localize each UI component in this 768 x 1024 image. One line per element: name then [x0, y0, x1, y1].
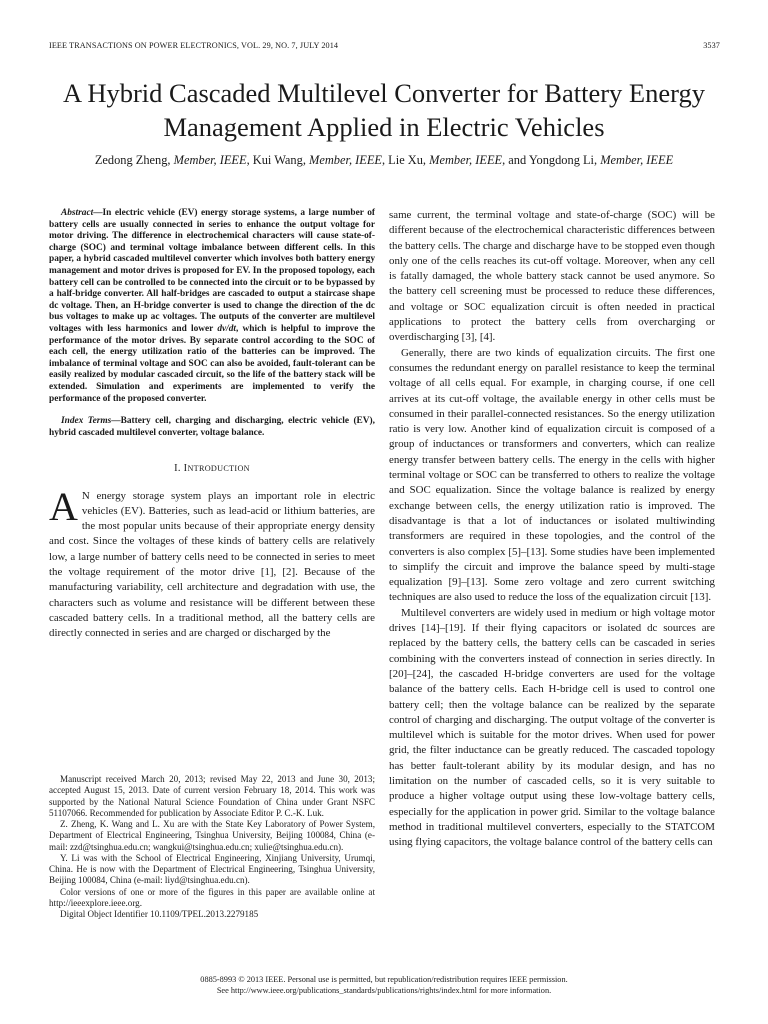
intro-text: N energy storage system plays an important role in electric vehicles (EV). Batteries, such as lead-acid or lithium batteries, are the most popular units because of their appropriate energy density and cost. Since the voltages of these kinds of battery cells are relatively low, a large number of battery cells need to be connected in series to meet the voltage requirement of the motor drive [1], [2]. Because of the manufacturing variability, cell architecture and degradation with use, the characters such as volume and resistance will be different between these cascaded battery cells. In a traditional method, all the battery cells are directly connected in series and are charged or discharged by the [49, 489, 375, 640]
drop-cap: A [49, 483, 78, 529]
page-number: 3537 [703, 41, 720, 50]
abstract-dvdt: dv/dt [217, 323, 236, 334]
footnotes [49, 774, 375, 920]
copyright-line: 0885-8993 © 2013 IEEE. Personal use is permitted, but republication/redistribution requires IEEE permission. [200, 975, 568, 984]
paper-title: A Hybrid Cascaded Multilevel Converter for Battery Energy Management Applied in Electric Vehicles [63, 78, 705, 142]
index-terms-text: —Battery cell, charging and discharging, electric vehicle (EV), hybrid cascaded multilevel converter, voltage balance. [49, 416, 375, 438]
author-membership: Member, IEEE [429, 153, 503, 167]
author-name: , and Yongdong Li, [502, 153, 601, 167]
author-membership: Member, IEEE [600, 153, 674, 167]
author-name: , Kui Wang, [246, 153, 310, 167]
body-paragraph: same current, the terminal voltage and state-of-charge (SOC) will be different because of the electrochemical characteristic differences between the battery cells. The charge and discharge have to be stopped even though only one of the cells reaches its cut-off voltage. Moreover, when any cell is fatally damaged, the whole battery stack cannot be used anymore. So the battery cell screening must be processed to reduce these differences, and voltage or SOC equalization circuit is often needed in practical applications to protect the battery cells from overcharging or overdischarging [3], [4]. [389, 209, 715, 344]
author-name: , Lie Xu, [381, 153, 430, 167]
footnote-affiliation: Y. Li was with the School of Electrical Engineering, Xinjiang University, Urumqi, China. He is now with the Department of Electrical Engineering, Tsinghua University, Beijing 100084, China (e-mail: liyd@tsinghua.edu.cn). [49, 852, 375, 886]
footnote-doi: Digital Object Identifier 10.1109/TPEL.2013.2279185 [60, 909, 259, 919]
abstract-label: Abstract [61, 208, 94, 218]
footnote-manuscript: Manuscript received March 20, 2013; revised May 22, 2013 and June 30, 2013; accepted August 15, 2013. Date of current version February 18, 2014. This work was supported by the National Natural Science Foundation of China under Grant NSFC 51107066. Recommended for publication by Associate Editor P. C.-K. Luk. [49, 774, 375, 818]
section-heading-introduction: I. INTRODUCTION [174, 463, 250, 475]
author-membership: Member, IEEE [309, 153, 382, 167]
abstract-text-continued: , which is helpful to improve the performance of the motor drives. By separate control according to the SOC of each cell, the energy utilization ratio of the batteries can be improved. The imbalance of terminal voltage and SOC can also be avoided, fault-tolerant can be easily realized by modular cascaded circuit, so the life of the battery stack will be extended. Simulation and experiments are implemented to verify the performance of the proposed converter. [49, 323, 375, 404]
index-terms-label: Index Terms [61, 416, 112, 427]
body-paragraph: Generally, there are two kinds of equalization circuits. The first one consumes the redundant energy on parallel resistance to keep the terminal voltage of all cells equal. For example, in charging course, if one cell arrives at its cut-off voltage, the available energy in other cells must be consumed in their parallel-connected resistances. So the energy utilization ratio is very low. Another kind of equalization circuit is composed of a group of inductances or transformers and converters, which can realize energy transfer between battery cells. The energy in the cells with higher terminal voltage or SOC can be transferred to others to realize the voltage and SOC equalization. Since the voltage balance is realized by energy exchange between cells, the energy utilization ratio is improved. The disadvantage is that a lot of inductances or isolated multiwinding transformers are required in these topologies, and the control of the converters is also complex [5]–[13]. Some studies have been implemented to simplify the circuit and improve the balance speed by multi-stage equalization [9]–[13]. Some zero voltage and zero current switching techniques are also used to reduce the loss of the equalization circuit [13]. [389, 346, 715, 604]
copyright-footer [0, 974, 768, 997]
abstract [49, 208, 375, 405]
right-column [389, 208, 715, 850]
author-membership: Member, IEEE [173, 153, 247, 167]
rights-link-line: See http://www.ieee.org/publications_standards/publications/rights/index.html for more information. [216, 986, 552, 996]
footnote-color-versions: Color versions of one or more of the figures in this paper are available online at http://ieeexplore.ieee.org. [49, 886, 375, 908]
author-list [20, 153, 748, 168]
abstract-text: —In electric vehicle (EV) energy storage systems, a large number of battery cells are usually connected in series to enhance the output voltage for motor driving. The difference in electrochemical characters will cause state-of-charge (SOC) and terminal voltage imbalance between different cells. In this paper, a hybrid cascaded multilevel converter which involves both battery energy management and motor drives is proposed for EV. In the proposed topology, each battery cell can be controlled to be connected into the circuit or to be bypassed by a half-bridge converter. All half-bridges are cascaded to output a staircase shape dc voltage. Then, an H-bridge converter is used to change the direction of the dc bus voltages to make up ac voltages. The outputs of the converter are multilevel voltages with less harmonics and lower [49, 208, 375, 334]
intro-paragraph [49, 483, 375, 642]
journal-header: IEEE TRANSACTIONS ON POWER ELECTRONICS, VOL. 29, NO. 7, JULY 2014 [49, 41, 339, 50]
index-terms [49, 416, 375, 439]
footnote-affiliation: Z. Zheng, K. Wang and L. Xu are with the State Key Laboratory of Power System, Department of Electrical Engineering, Tsinghua University, Beijing 100084, China (e-mail: zzd@tsinghua.edu.cn; wangkui@tsinghua.edu.cn; xulie@tsinghua.edu.cn). [49, 819, 375, 852]
author-name: Zedong Zheng, [94, 153, 174, 167]
left-column [49, 208, 375, 642]
body-paragraph: Multilevel converters are widely used in medium or high voltage motor drives [14]–[19]. If their flying capacitors or isolated dc sources are replaced by the battery cells, the battery cells can be cascaded in series combining with the converters instead of connection in series directly. In [20]–[24], the cascaded H-bridge converters are used for the voltage balance of the battery cells. Each H-bridge cell is used to control one battery cell; then the voltage balance can be realized by the separate control of charging and discharging. The output voltage of the converter is multilevel which is suitable for the motor drives. When used for power grid, the filter inductance can be greatly reduced. The cascaded topology has better fault-tolerant ability by its modular design, and has no limitation on the number of cascaded cells, so it is very suitable to produce a higher voltage output using these low-voltage battery cells, especially for the application in power grid. Similar to the voltage balance method in traditional multilevel converters, especially to the STATCOM using flying capacitors, the voltage balance control of the battery cells can [389, 606, 715, 849]
